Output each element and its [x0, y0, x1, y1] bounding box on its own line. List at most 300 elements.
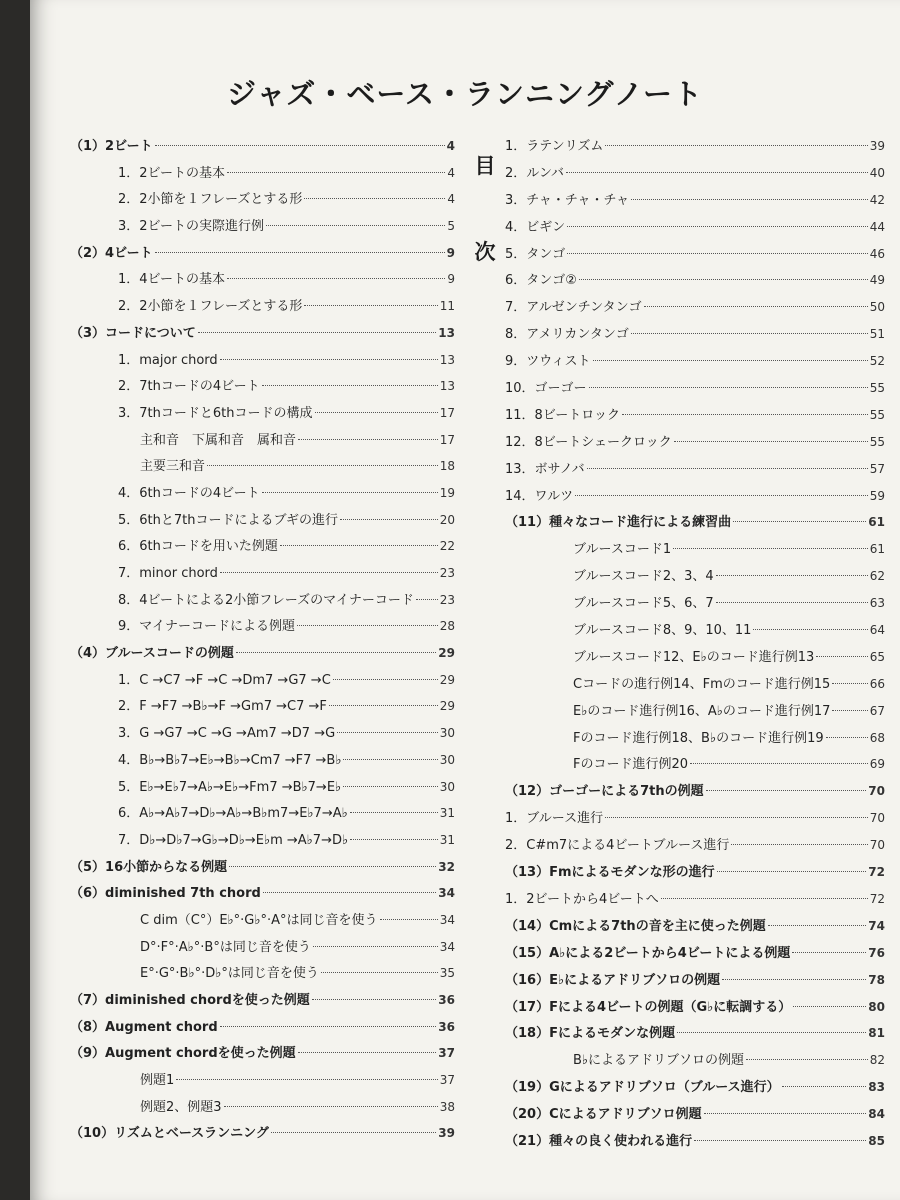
toc-entry	[70, 720, 455, 747]
toc-entry-label: 7．D♭→D♭7→G♭→D♭→E♭m →A♭7→D♭	[118, 832, 349, 848]
dot-leader	[694, 1140, 866, 1141]
toc-entry-page: 55	[869, 407, 885, 422]
toc-entry-label: 1．ラテンリズム	[505, 139, 604, 154]
toc-entry-label: 8．4ビートによる2小節フレーズのマイナーコード	[118, 592, 414, 608]
dot-leader	[832, 683, 867, 684]
toc-entry	[505, 1101, 885, 1128]
toc-entry-page: 32	[438, 859, 455, 874]
dot-leader	[207, 465, 438, 466]
dot-leader	[587, 468, 868, 469]
toc-entry	[505, 348, 885, 375]
toc-entry-label: 1．C →C7 →F →C →Dm7 →G7 →C	[118, 672, 331, 688]
dot-leader	[229, 866, 436, 867]
toc-entry-page: 55	[869, 434, 885, 449]
toc-entry-page: 84	[868, 1107, 885, 1122]
toc-entry-label: 3．チャ・チャ・チャ	[505, 192, 630, 208]
dot-leader	[350, 839, 438, 840]
toc-entry-page: 34	[439, 939, 455, 954]
toc-entry	[70, 480, 455, 507]
toc-entry-page: 61	[869, 542, 885, 557]
toc-entry-page: 20	[439, 512, 455, 527]
toc-entry	[505, 913, 885, 940]
toc-entry-label: 2．ルンバ	[505, 165, 565, 181]
dot-leader	[220, 359, 438, 360]
toc-entry-page: 80	[868, 999, 885, 1014]
toc-entry-page: 72	[868, 865, 885, 880]
toc-entry-page: 46	[869, 246, 885, 261]
toc-entry-page: 9	[447, 272, 455, 287]
toc-entry-page: 39	[438, 1126, 455, 1141]
dot-leader	[227, 278, 445, 279]
toc-entry-page: 4	[447, 165, 455, 180]
dot-leader	[746, 1059, 868, 1060]
toc-entry-page: 36	[438, 993, 455, 1007]
toc-entry	[70, 640, 455, 667]
dot-leader	[768, 925, 867, 926]
toc-entry-label: 7．minor chord	[118, 566, 218, 581]
toc-entry	[70, 533, 455, 560]
toc-entry-page: 52	[869, 354, 885, 369]
toc-entry-label: 9．マイナーコードによる例題	[118, 619, 296, 635]
dot-leader	[566, 172, 868, 173]
book-page	[30, 0, 900, 1200]
dot-leader	[677, 1032, 866, 1033]
toc-entry-page: 76	[868, 945, 885, 960]
toc-entry-label: 8．アメリカンタンゴ	[505, 327, 629, 343]
toc-entry	[70, 774, 455, 801]
toc-entry-page: 51	[869, 327, 885, 342]
toc-entry-label: 6．6thコードを用いた例題	[118, 539, 278, 555]
toc-entry	[70, 560, 455, 587]
toc-entry-label: 4．6thコードの4ビート	[118, 485, 260, 501]
toc-entry-label: E°·G°·B♭°·D♭°は同じ音を使う	[140, 966, 319, 982]
toc-entry-page: 36	[438, 1019, 455, 1034]
toc-entry	[70, 1120, 455, 1147]
toc-entry	[505, 214, 885, 241]
toc-entry-label: ブルースコード1	[573, 542, 672, 558]
dot-leader	[605, 817, 868, 818]
dot-leader	[631, 199, 868, 200]
toc-entry-page: 37	[439, 1073, 455, 1088]
dot-leader	[176, 1079, 437, 1080]
toc-entry-page: 19	[439, 485, 455, 500]
toc-entry-page: 83	[868, 1080, 885, 1095]
dot-leader	[674, 441, 868, 442]
toc-entry	[70, 133, 455, 160]
toc-entry-label: （16）E♭によるアドリブソロの例題	[505, 972, 721, 988]
dot-leader	[567, 226, 868, 227]
toc-entry-label: ブルースコード2、3、4	[573, 569, 714, 585]
toc-entry-label: （2）4ビート	[70, 245, 153, 261]
toc-entry	[505, 967, 885, 994]
toc-entry	[70, 827, 455, 854]
toc-entry	[505, 698, 885, 725]
toc-entry	[70, 960, 455, 987]
toc-entry-label: 13．ボサノバ	[505, 461, 585, 477]
dot-leader	[224, 1106, 438, 1107]
toc-entry	[70, 693, 455, 720]
toc-entry-label: （17）Fによる4ビートの例題（G♭に転調する）	[505, 999, 792, 1015]
toc-entry-label: （15）A♭による2ビートから4ビートによる例題	[505, 945, 791, 961]
toc-entry-label: 10．ゴーゴー	[505, 381, 587, 397]
toc-entry-page: 67	[869, 703, 885, 718]
toc-entry-page: 81	[868, 1026, 885, 1041]
toc-entry-label: C dim（C°）E♭°·G♭°·A°は同じ音を使う	[140, 912, 378, 928]
toc-entry	[505, 483, 885, 510]
dot-leader	[337, 732, 438, 733]
toc-entry-label: 1．4ビートの基本	[118, 272, 226, 288]
dot-leader	[155, 252, 445, 253]
toc-entry-label: 5．タンゴ	[505, 246, 566, 262]
toc-entry-label: （6）diminished 7th chord	[70, 886, 261, 902]
dot-leader	[793, 1006, 866, 1007]
toc-entry	[505, 375, 885, 402]
toc-entry	[505, 940, 885, 967]
toc-entry-label: 6．タンゴ②	[505, 273, 577, 289]
toc-entry-label: （19）Gによるアドリブソロ（ブルース進行）	[505, 1080, 780, 1096]
toc-entry	[505, 267, 885, 294]
dot-leader	[731, 844, 867, 845]
dot-leader	[155, 145, 445, 146]
toc-entry-label: ブルースコード8、9、10、11	[573, 623, 752, 639]
toc-entry-page: 61	[868, 515, 885, 530]
toc-entry	[70, 934, 455, 961]
toc-entry	[505, 859, 885, 886]
toc-entry-label: （12）ゴーゴーによる7thの例題	[505, 784, 704, 800]
toc-entry-page: 63	[869, 596, 885, 611]
toc-entry	[505, 805, 885, 832]
dot-leader	[343, 786, 438, 787]
toc-entry-label: （4）ブルースコードの例題	[70, 646, 234, 662]
dot-leader	[333, 679, 438, 680]
toc-entry-label: 4．B♭→B♭7→E♭→B♭→Cm7 →F7 →B♭	[118, 752, 342, 768]
toc-entry	[70, 186, 455, 213]
toc-entry-label: 4．ビギン	[505, 219, 566, 235]
toc-entry-page: 13	[438, 325, 455, 340]
toc-entry	[505, 536, 885, 563]
toc-entry-label: 9．ツウィスト	[505, 354, 591, 370]
toc-entry-label: （21）種々の良く使われる進行	[505, 1133, 693, 1149]
dot-leader	[329, 705, 438, 706]
toc-entry-label: B♭によるアドリブソロの例題	[573, 1053, 745, 1069]
toc-entry	[70, 507, 455, 534]
toc-entry-label: 1．major chord	[118, 352, 218, 368]
toc-entry-label: （9）Augment chordを使った例題	[70, 1046, 296, 1062]
toc-entry-label: 1．2ビートから4ビートへ	[505, 891, 659, 907]
toc-entry-page: 34	[438, 886, 455, 901]
toc-entry	[70, 427, 455, 454]
toc-entry-label: ブルースコード5、6、7	[573, 596, 714, 612]
toc-entry	[505, 778, 885, 805]
toc-entry-page: 44	[869, 219, 885, 234]
dot-leader	[340, 519, 438, 520]
dot-leader	[575, 495, 868, 496]
toc-entry	[70, 347, 455, 374]
toc-entry	[505, 241, 885, 268]
toc-entry	[505, 187, 885, 214]
toc-entry	[505, 994, 885, 1021]
toc-entry	[505, 1074, 885, 1101]
toc-entry-page: 18	[439, 459, 455, 474]
toc-entry-page: 17	[439, 405, 455, 420]
dot-leader	[792, 952, 866, 953]
toc-entry	[70, 1067, 455, 1094]
toc-entry-page: 69	[869, 757, 885, 772]
toc-entry	[70, 160, 455, 187]
dot-leader	[304, 198, 445, 199]
toc-entry	[505, 886, 885, 913]
dot-leader	[236, 652, 436, 653]
toc-right-column	[505, 133, 885, 1155]
toc-entry	[505, 751, 885, 778]
dot-leader	[262, 385, 438, 386]
toc-entry	[505, 133, 885, 160]
toc-entry-page: 29	[438, 646, 455, 661]
toc-entry-page: 65	[869, 649, 885, 664]
dot-leader	[631, 333, 868, 334]
toc-entry-label: 1．2ビートの基本	[118, 165, 226, 181]
toc-entry-label: E♭のコード進行例16、A♭のコード進行例17	[573, 703, 831, 719]
dot-leader	[380, 919, 438, 920]
toc-entry-label: Cコードの進行例14、Fmのコード進行例15	[573, 676, 831, 692]
toc-entry-page: 35	[439, 966, 455, 981]
toc-entry-page: 22	[439, 539, 455, 554]
toc-entry-label: 3．G →G7 →C →G →Am7 →D7 →G	[118, 726, 336, 742]
toc-entry	[505, 644, 885, 671]
toc-entry-label: Fのコード進行例20	[573, 757, 689, 773]
dot-leader	[826, 737, 868, 738]
dot-leader	[832, 710, 867, 711]
toc-entry-label: （11）種々なコード進行による練習曲	[505, 515, 732, 531]
toc-entry-page: 4	[447, 192, 455, 207]
toc-entry-label: 11．8ビートロック	[505, 407, 621, 423]
toc-entry	[70, 373, 455, 400]
toc-entry-label: 1．ブルース進行	[505, 811, 604, 827]
toc-entry-label: 5．6thと7thコードによるブギの進行	[118, 512, 338, 528]
toc-entry	[70, 213, 455, 240]
toc-entry	[505, 563, 885, 590]
toc-entry-label: （14）Cmによる7thの音を主に使った例題	[505, 918, 766, 934]
toc-entry-label: （13）Fmによるモダンな形の進行	[505, 865, 715, 881]
toc-entry-page: 30	[439, 779, 455, 794]
page-title: ジャズ・ベース・ランニングノート	[227, 77, 703, 111]
dot-leader	[315, 412, 438, 413]
dot-leader	[313, 946, 438, 947]
toc-entry	[505, 1128, 885, 1155]
toc-entry-label: 14．ワルツ	[505, 488, 574, 504]
toc-entry-page: 62	[869, 569, 885, 584]
toc-entry-page: 30	[439, 726, 455, 741]
dot-leader	[706, 790, 867, 791]
toc-entry-page: 4	[446, 139, 455, 153]
toc-entry-page: 57	[869, 461, 885, 476]
dot-leader	[227, 172, 445, 173]
toc-entry	[505, 160, 885, 187]
dot-leader	[661, 898, 868, 899]
dot-leader	[416, 599, 438, 600]
toc-entry-label: 2．F →F7 →B♭→F →Gm7 →C7 →F	[118, 699, 327, 715]
toc-entry	[70, 613, 455, 640]
toc-entry-page: 70	[868, 784, 885, 799]
dot-leader	[593, 360, 868, 361]
toc-entry-label: （5）16小節からなる例題	[70, 859, 228, 875]
toc-entry-label: （10）リズムとベースランニング	[70, 1126, 269, 1142]
toc-entry-label: ブルースコード12、E♭のコード進行例13	[573, 649, 815, 665]
toc-entry	[70, 266, 455, 293]
toc-entry-page: 66	[869, 676, 885, 691]
dot-leader	[198, 332, 437, 333]
side-label-moku: 目	[474, 154, 496, 178]
toc-entry-page: 72	[869, 891, 885, 906]
toc-entry-label: （1）2ビート	[70, 139, 153, 154]
toc-entry-label: Fのコード進行例18、B♭のコード進行例19	[573, 730, 824, 746]
toc-entry-label: （7）diminished chordを使った例題	[70, 993, 310, 1008]
dot-leader	[312, 999, 437, 1000]
dot-leader	[280, 545, 438, 546]
toc-entry	[505, 1020, 885, 1047]
toc-entry	[505, 832, 885, 859]
toc-entry-label: （20）Cによるアドリブソロ例題	[505, 1107, 702, 1123]
toc-entry-page: 9	[446, 245, 455, 260]
toc-entry	[70, 667, 455, 694]
toc-entry-page: 82	[869, 1053, 885, 1068]
toc-entry-label: 3．2ビートの実際進行例	[118, 219, 265, 235]
dot-leader	[816, 656, 867, 657]
toc-entry	[505, 617, 885, 644]
dot-leader	[716, 575, 868, 576]
toc-entry	[70, 907, 455, 934]
dot-leader	[271, 1132, 436, 1133]
toc-entry	[505, 509, 885, 536]
toc-entry	[70, 293, 455, 320]
dot-leader	[717, 871, 867, 872]
toc-entry	[70, 1094, 455, 1121]
dot-leader	[644, 306, 868, 307]
toc-entry	[505, 456, 885, 483]
toc-entry-label: 例題2、例題3	[140, 1099, 222, 1115]
toc-entry	[505, 429, 885, 456]
dot-leader	[605, 145, 867, 146]
toc-entry-page: 39	[869, 139, 885, 153]
toc-entry-page: 31	[439, 832, 455, 847]
dot-leader	[304, 305, 437, 306]
toc-entry	[505, 671, 885, 698]
toc-entry-page: 31	[439, 806, 455, 821]
toc-entry-page: 11	[439, 299, 455, 314]
toc-entry-page: 40	[869, 165, 885, 180]
toc-entry	[70, 1014, 455, 1041]
dot-leader	[266, 225, 445, 226]
toc-entry-page: 85	[868, 1133, 885, 1148]
toc-entry	[70, 400, 455, 427]
toc-entry	[70, 747, 455, 774]
dot-leader	[579, 279, 868, 280]
toc-entry-page: 23	[439, 566, 455, 580]
toc-entry-label: 2．C#m7による4ビートブルース進行	[505, 838, 730, 854]
toc-entry	[505, 590, 885, 617]
toc-entry	[505, 1047, 885, 1074]
dot-leader	[297, 625, 438, 626]
toc-entry-page: 50	[869, 300, 885, 315]
toc-entry-page: 64	[869, 623, 885, 638]
toc-entry-page: 74	[868, 918, 885, 933]
toc-entry-page: 59	[869, 488, 885, 503]
dot-leader	[343, 759, 437, 760]
dot-leader	[753, 629, 867, 630]
toc-entry-label: 例題1	[140, 1073, 175, 1089]
dot-leader	[220, 1026, 437, 1027]
toc-entry	[505, 294, 885, 321]
dot-leader	[782, 1086, 867, 1087]
toc-entry-page: 17	[439, 432, 455, 447]
toc-entry-page: 78	[868, 972, 885, 987]
toc-entry-label: 6．A♭→A♭7→D♭→A♭→B♭m7→E♭7→A♭	[118, 806, 348, 822]
dot-leader	[722, 979, 866, 980]
toc-left-column	[70, 133, 455, 1147]
toc-entry-page: 29	[439, 672, 455, 687]
dot-leader	[298, 439, 438, 440]
toc-entry-label: 5．E♭→E♭7→A♭→E♭→Fm7 →B♭7→E♭	[118, 779, 342, 795]
toc-entry-page: 55	[869, 381, 885, 396]
toc-entry-page: 70	[869, 811, 885, 826]
side-label-ji: 次	[474, 240, 496, 264]
toc-entry-page: 13	[439, 352, 455, 367]
toc-entry-label: 主和音 下属和音 属和音	[140, 432, 297, 448]
toc-entry-label: （8）Augment chord	[70, 1019, 218, 1035]
toc-entry	[70, 1040, 455, 1067]
dot-leader	[567, 253, 867, 254]
toc-entry-page: 23	[439, 592, 455, 607]
toc-entry	[505, 402, 885, 429]
toc-entry-label: 2．7thコードの4ビート	[118, 379, 260, 395]
toc-entry-label: 2．2小節を１フレーズとする形	[118, 299, 303, 315]
toc-entry	[70, 240, 455, 267]
toc-entry-label: 12．8ビートシェークロック	[505, 434, 672, 450]
dot-leader	[321, 972, 438, 973]
toc-entry-label: D°·F°·A♭°·B°は同じ音を使う	[140, 939, 311, 955]
toc-entry	[70, 320, 455, 347]
toc-entry-label: 3．7thコードと6thコードの構成	[118, 405, 313, 421]
dot-leader	[220, 572, 438, 573]
dot-leader	[690, 763, 868, 764]
toc-entry-page: 70	[869, 838, 885, 853]
toc-entry	[70, 453, 455, 480]
toc-entry	[70, 987, 455, 1014]
toc-entry-page: 49	[869, 273, 885, 288]
dot-leader	[733, 521, 866, 522]
dot-leader	[298, 1052, 437, 1053]
toc-entry	[70, 880, 455, 907]
toc-entry-label: （18）Fによるモダンな例題	[505, 1026, 676, 1042]
toc-entry	[505, 321, 885, 348]
toc-entry-page: 37	[438, 1046, 455, 1061]
toc-entry-label: 2．2小節を１フレーズとする形	[118, 192, 303, 208]
toc-entry-label: 主要三和音	[140, 459, 206, 475]
toc-entry-label: （3）コードについて	[70, 325, 196, 341]
toc-entry-page: 13	[439, 379, 455, 394]
toc-entry-label: 7．アルゼンチンタンゴ	[505, 300, 642, 316]
toc-entry-page: 30	[439, 752, 455, 767]
dot-leader	[263, 892, 436, 893]
dot-leader	[622, 414, 868, 415]
dot-leader	[350, 812, 438, 813]
toc-entry-page: 68	[869, 730, 885, 745]
dot-leader	[716, 602, 868, 603]
toc-entry-page: 29	[439, 699, 455, 714]
dot-leader	[589, 387, 868, 388]
toc-entry	[70, 587, 455, 614]
toc-entry	[70, 800, 455, 827]
